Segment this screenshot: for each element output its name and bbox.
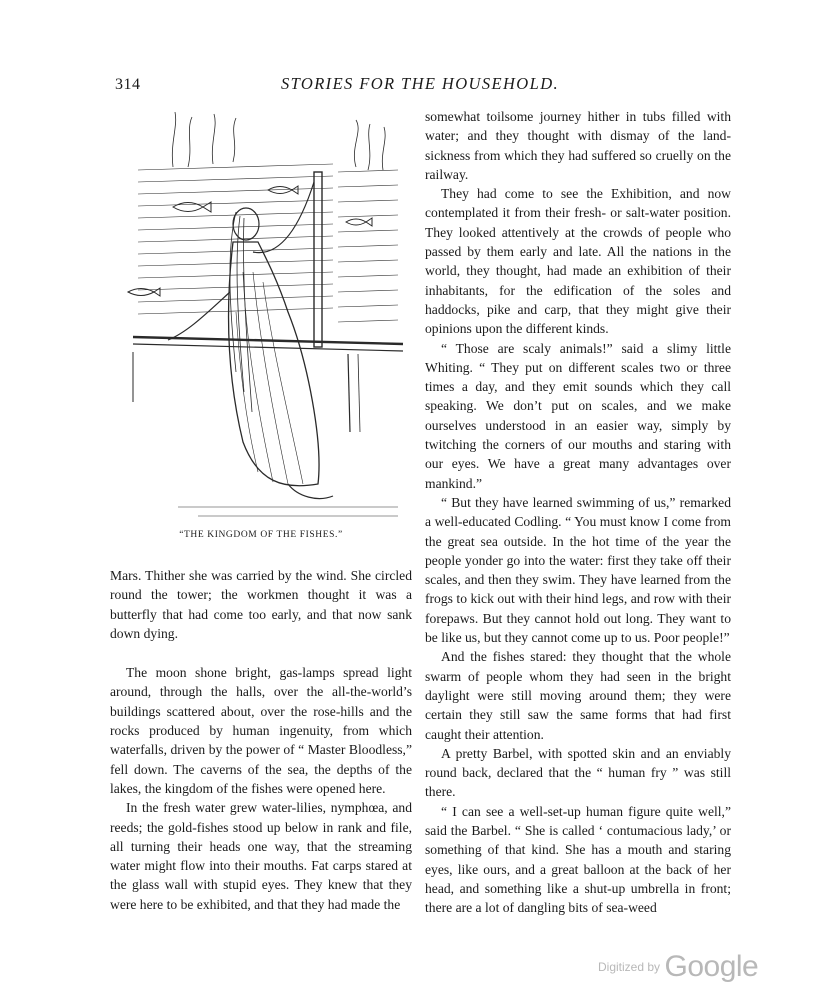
paragraph: A pretty Barbel, with spotted skin and an enviably round back, declared that the “ human fry ” was still there.	[425, 745, 731, 800]
paragraph: “ But they have learned swimming of us,” remarked a well-educated Codling. “ You must know I come from the great sea outside. In the hot time of the year the people yonder go into the water: first they take off their scales, and then they swim. They have learned from the frogs to kick out with their hind legs, and row with their forepaws. But they cannot hold out long. They want to be like us, but they cannot come up to us. Poor people!”	[425, 494, 731, 646]
paragraph: “ Those are scaly animals!” said a slimy little Whiting. “ They put on different scales two or three times a day, and they emit sounds which they call speaking. We don’t put on scales, and we make ourselves understood in an easier way, simply by twitching the corners of our mouths and staring with our eyes. We have a great many advantages over mankind.”	[425, 340, 731, 491]
google-logo: Google	[664, 950, 759, 983]
paragraph: And the fishes stared: they thought that the whole swarm of people whom they had seen in the bright daylight were still moving around them; they were certain they still saw the same forms that had first caught their attention.	[425, 649, 731, 742]
left-column	[110, 566, 412, 914]
paragraph: Mars. Thither she was carried by the wind. She circled round the tower; the workmen thought it was a butterfly that had come too early, and that now sank down dying.	[110, 568, 412, 641]
engraving-illustration	[118, 112, 408, 525]
paragraph: The moon shone bright, gas-lamps spread light around, through the halls, over the all-the-world’s buildings scattered about, over the rose-hills and the rocks produced by human ingenuity, from which waterfalls, driven by the power of “ Master Bloodless,” fell down. The caverns of the sea, the depths of the lakes, the kingdom of the fishes were opened here.	[110, 665, 412, 796]
right-column	[425, 107, 731, 917]
watermark-prefix: Digitized by	[598, 960, 661, 974]
paragraph: “ I can see a well-set-up human figure quite well,” said the Barbel. “ She is called ‘ contumacious lady,’ or something of that kind. She has a mouth and staring eyes, like ours, and a great balloon at the back of her head, and something like a shut-up umbrella in front; there are a lot of dangling bits of sea-weed	[425, 803, 731, 916]
illustration-caption: “THE KINGDOM OF THE FISHES.”	[179, 530, 343, 540]
paragraph: somewhat toilsome journey hither in tubs filled with water; and they thought with dismay of the land-sickness from which they had suffered so cruelly on the railway.	[425, 109, 731, 182]
paragraph: In the fresh water grew water-lilies, nymphœa, and reeds; the gold-fishes stood up below in rank and file, all turning their heads one way, that the streaming water might flow into their mouths. Fat carps stared at the glass wall with stupid eyes. They knew that they were here to be exhibited, and that they had made the	[110, 800, 412, 912]
digitized-watermark	[598, 950, 758, 984]
paragraph: They had come to see the Exhibition, and now contemplated it from their fresh- or salt-water position. They looked attentively at the crowds of people who passed by them early and late. All the nations in the world, they thought, had made an exhibition of their inhabitants, for the edification of the soles and haddocks, pike and carp, that they might give their opinions upon the different kinds.	[425, 186, 731, 337]
running-head: STORIES FOR THE HOUSEHOLD.	[280, 74, 560, 93]
page-number: 314	[115, 76, 141, 93]
